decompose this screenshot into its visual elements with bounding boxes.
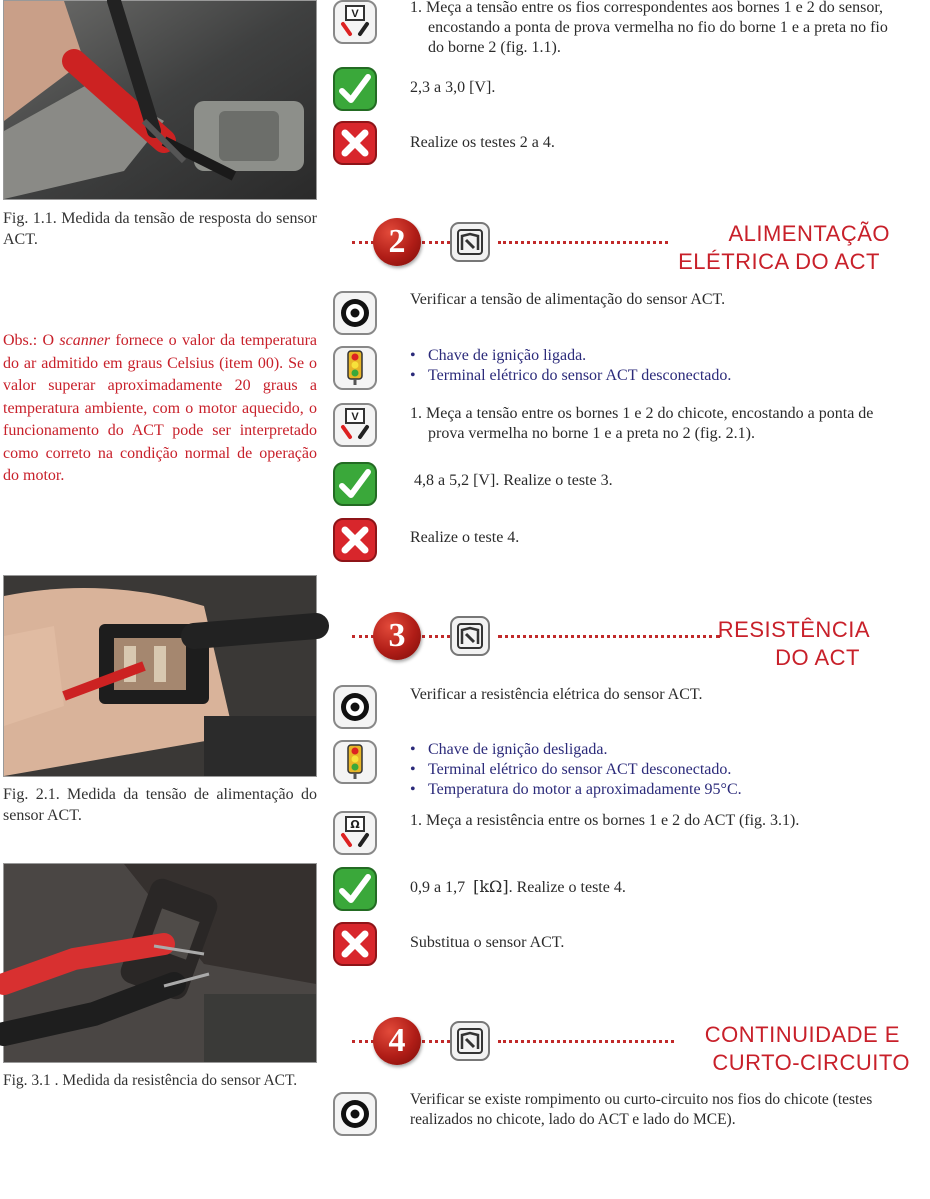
voltmeter-icon [333, 403, 377, 447]
test3-title-line1: RESISTÊNCIA [717, 617, 870, 642]
test3-fail-result: Substitua o sensor ACT. [410, 934, 565, 951]
test4-header [352, 1011, 910, 1075]
test2-number-badge: 2 [373, 218, 421, 266]
cross-icon [333, 922, 377, 966]
test3-condition-2: • Terminal elétrico do sensor ACT desconectado. [410, 761, 732, 778]
obs-prefix: Obs.: O [3, 332, 60, 349]
tool-icon [450, 616, 490, 656]
test1-ok-result: 2,3 a 3,0 [V]. [410, 79, 496, 96]
obs-text: fornece o valor da temperatura do ar admitido em graus Celsius (item 00). Se o valor superar aproximadamente 20 graus a temperatura ambiente, com o motor aquecido, o funcionamento do ACT pode ser interpretado como correto na condição normal de operação do motor. [3, 332, 317, 484]
tool-icon [450, 1021, 490, 1061]
test3-header [352, 606, 870, 670]
figure-1-1-photo [3, 0, 317, 200]
test3-condition-3: • Temperatura do motor a aproximadamente 95°C. [410, 781, 742, 798]
cross-icon [333, 518, 377, 562]
figure-1-1-caption: Fig. 1.1. Medida da tensão de resposta do sensor ACT. [3, 210, 317, 248]
test3-number-badge: 3 [373, 612, 421, 660]
tool-icon [450, 222, 490, 262]
target-icon [333, 291, 377, 335]
test2-ok-result: 4,8 a 5,2 [V]. Realize o teste 3. [414, 472, 613, 489]
test1-fail-result: Realize os testes 2 a 4. [410, 134, 555, 151]
voltmeter-icon [333, 0, 377, 44]
figure-3-1-caption: Fig. 3.1 . Medida da resistência do sensor ACT. [3, 1072, 298, 1089]
check-icon [333, 867, 377, 911]
test3-title-line2: DO ACT [775, 645, 860, 670]
test2-header [352, 212, 890, 274]
figure-2-1-caption: Fig. 2.1. Medida da tensão de alimentação do sensor ACT. [3, 786, 317, 824]
test2-condition-1: • Chave de ignição ligada. [410, 347, 587, 364]
test3-condition-1: • Chave de ignição desligada. [410, 741, 608, 758]
figure-2-1-photo [3, 575, 317, 777]
test4-title-line2: CURTO-CIRCUITO [712, 1050, 910, 1075]
test4-number-badge: 4 [373, 1017, 421, 1065]
check-icon [333, 67, 377, 111]
test4-objective: Verificar se existe rompimento ou curto-circuito nos fios do chicote (testes realizados no chicote, lado do ACT e lado do MCE). [410, 1091, 873, 1128]
test2-fail-result: Realize o teste 4. [410, 529, 520, 546]
traffic-light-icon [333, 740, 377, 784]
test3-ok-unit: [kΩ] [473, 877, 509, 896]
test2-step: 1. Meça a tensão entre os bornes 1 e 2 do chicote, encostando a ponta de prova vermelha no borne 1 e a preta no 2 (fig. 2.1). [410, 405, 874, 442]
test2-title-line1: ALIMENTAÇÃO [728, 221, 890, 246]
test2-objective: Verificar a tensão de alimentação do sensor ACT. [410, 291, 726, 308]
figure-3-1-photo [3, 863, 317, 1063]
traffic-light-icon [333, 346, 377, 390]
ohmmeter-icon [333, 811, 377, 855]
test3-objective: Verificar a resistência elétrica do sensor ACT. [410, 686, 703, 703]
test3-step: 1. Meça a resistência entre os bornes 1 e 2 do ACT (fig. 3.1). [410, 812, 800, 829]
test2-title-line2: ELÉTRICA DO ACT [678, 249, 880, 274]
check-icon [333, 462, 377, 506]
target-icon [333, 1092, 377, 1136]
cross-icon [333, 121, 377, 165]
test4-title-line1: CONTINUIDADE E [704, 1022, 900, 1047]
test2-condition-2: • Terminal elétrico do sensor ACT desconectado. [410, 367, 732, 384]
observation-note [3, 330, 317, 488]
target-icon [333, 685, 377, 729]
obs-scanner: scanner [59, 332, 111, 349]
test1-step: 1. Meça a tensão entre os fios correspondentes aos bornes 1 e 2 do sensor, encostando a ponta de prova vermelha no fio do borne 1 e a preta no fio do borne 2 (fig. 1.1). [410, 0, 888, 56]
test3-ok-result: 0,9 a 1,7 [kΩ]. Realize o teste 4. [410, 877, 626, 896]
